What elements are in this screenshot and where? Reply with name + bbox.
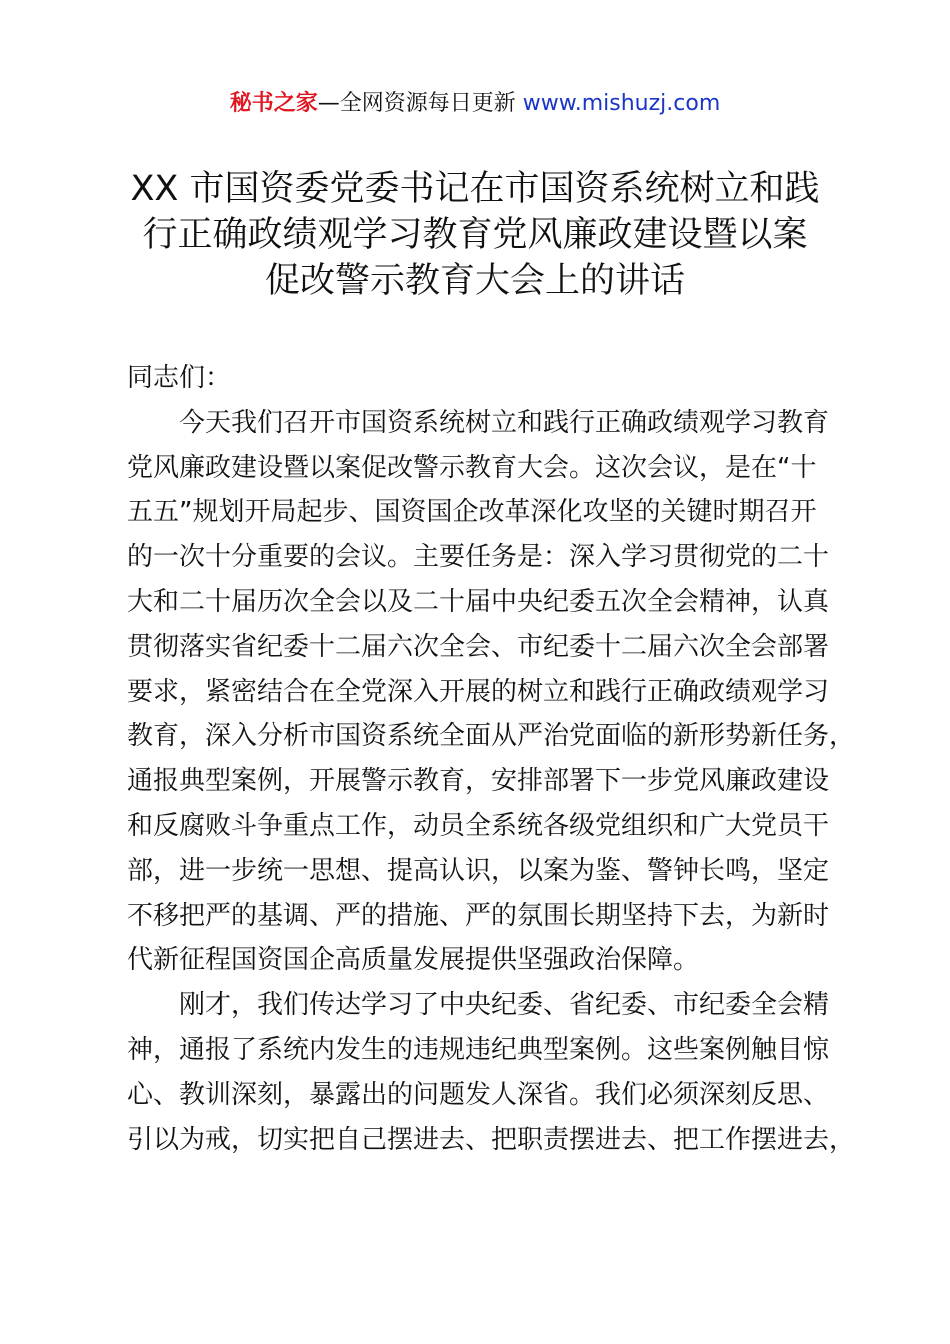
salutation: 同志们： bbox=[127, 363, 232, 393]
paragraph-line: 神，通报了系统内发生的违规违纪典型案例。这些案例触目惊 bbox=[127, 1034, 830, 1065]
paragraph-line: 的一次十分重要的会议。主要任务是：深入学习贯彻党的二十 bbox=[127, 542, 830, 573]
paragraph-line: 教育，深入分析市国资系统全面从严治党面临的新形势新任务， bbox=[127, 721, 856, 752]
paragraph-line: 引以为戒，切实把自己摆进去、把职责摆进去、把工作摆进去， bbox=[127, 1124, 856, 1155]
paragraph-line: 不移把严的基调、严的措施、严的氛围长期坚持下去，为新时 bbox=[127, 900, 830, 931]
title-line: 促改警示教育大会上的讲话 bbox=[264, 261, 685, 301]
paragraph-1 bbox=[127, 401, 856, 983]
paragraph-line: 要求，紧密结合在全党深入开展的树立和践行正确政绩观学习 bbox=[127, 676, 830, 707]
paragraph-line: 刚才，我们传达学习了中央纪委、省纪委、市纪委全会精 bbox=[179, 990, 830, 1021]
paragraph-line: 贯彻落实省纪委十二届六次全会、市纪委十二届六次全会部署 bbox=[127, 631, 830, 662]
brand-name: 秘书之家 bbox=[229, 91, 318, 116]
paragraph-2 bbox=[127, 983, 856, 1162]
paragraph-line: 心、教训深刻，暴露出的问题发人深省。我们必须深刻反思、 bbox=[127, 1079, 830, 1110]
site-header bbox=[0, 88, 950, 120]
paragraph-line: 和反腐败斗争重点工作，动员全系统各级党组织和广大党员干 bbox=[127, 810, 830, 841]
paragraph-line: 党风廉政建设暨以案促改警示教育大会。这次会议，是在“十 bbox=[127, 452, 817, 483]
document-title bbox=[100, 166, 850, 304]
document-body bbox=[127, 356, 856, 1162]
paragraph-line: 今天我们召开市国资系统树立和践行正确政绩观学习教育 bbox=[179, 407, 830, 438]
title-line: XX 市国资委党委书记在市国资系统树立和践 bbox=[130, 169, 820, 209]
paragraph-line: 五五”规划开局起步、国资国企改革深化攻坚的关键时期召开 bbox=[127, 497, 817, 528]
title-line: 行正确政绩观学习教育党风廉政建设暨以案 bbox=[142, 215, 808, 255]
paragraph-line: 通报典型案例，开展警示教育，安排部署下一步党风廉政建设 bbox=[127, 766, 830, 797]
header-tagline: —全网资源每日更新 bbox=[317, 91, 516, 116]
paragraph-line: 大和二十届历次全会以及二十届中央纪委五次全会精神，认真 bbox=[127, 586, 830, 617]
site-url[interactable]: www.mishuzj.com bbox=[522, 91, 721, 116]
paragraph-line: 代新征程国资国企高质量发展提供坚强政治保障。 bbox=[127, 945, 700, 976]
paragraph-line: 部，进一步统一思想、提高认识，以案为鉴、警钟长鸣，坚定 bbox=[127, 855, 830, 886]
